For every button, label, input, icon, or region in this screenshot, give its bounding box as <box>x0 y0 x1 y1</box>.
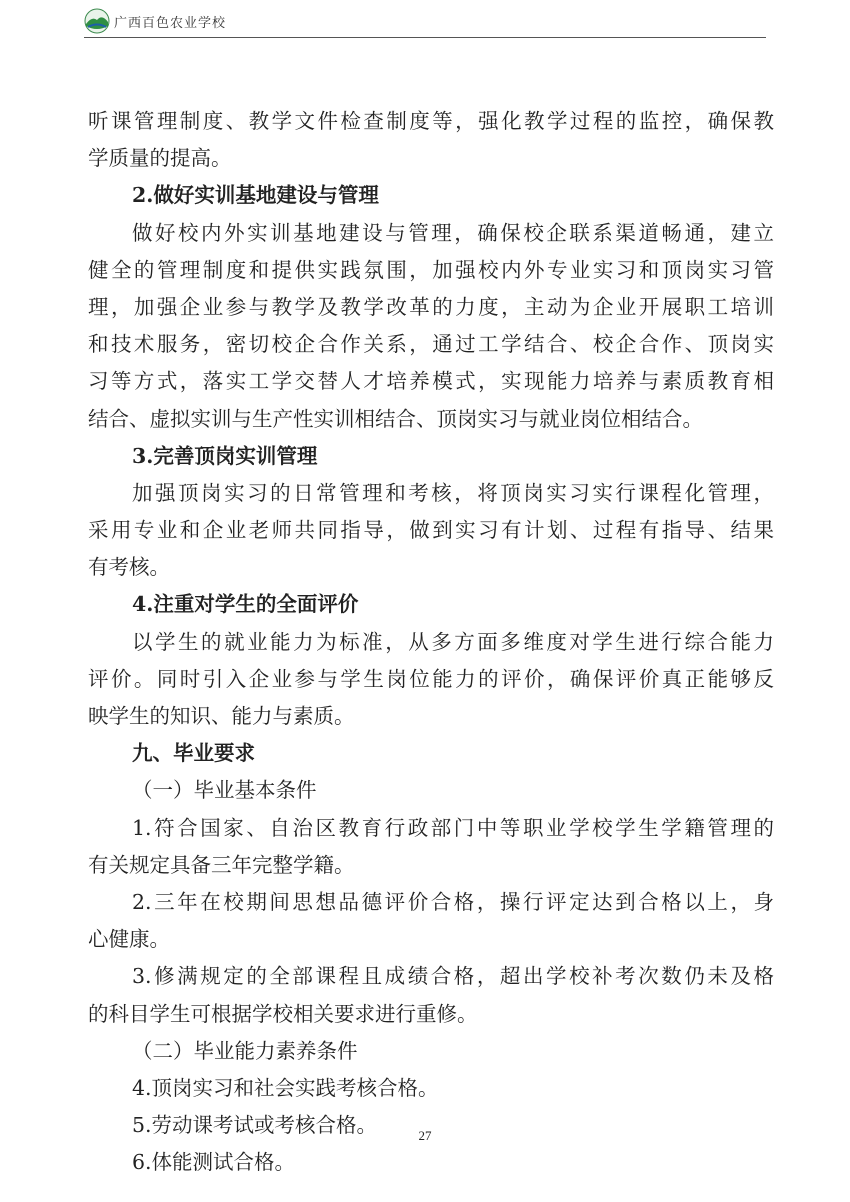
body-text-line: 学质量的提高。 <box>88 146 232 171</box>
body-text-line: 6.体能测试合格。 <box>132 1150 296 1175</box>
section-heading-line: 3.完善顶岗实训管理 <box>132 443 318 468</box>
body-text-line: 听课管理制度、教学文件检查制度等，强化教学过程的监控，确保教 <box>88 109 774 133</box>
body-text-line: 理，加强企业参与教学及教学改革的力度，主动为企业开展职工培训 <box>88 294 774 319</box>
section-heading-line: 2.做好实训基地建设与管理 <box>132 183 379 208</box>
school-logo-icon <box>84 8 110 34</box>
body-text-line: 3.修满规定的全部课程且成绩合格，超出学校补考次数仍未及格 <box>132 964 774 989</box>
body-text-line: 4.顶岗实习和社会实践考核合格。 <box>132 1075 439 1100</box>
body-text-line: 2.三年在校期间思想品德评价合格，操行评定达到合格以上，身 <box>132 889 774 914</box>
school-name: 广西百色农业学校 <box>114 15 227 31</box>
body-text-line: 健全的管理制度和提供实践氛围，加强校内外专业实习和顶岗实习管 <box>88 257 774 282</box>
body-text-line: 和技术服务，密切校企合作关系，通过工学结合、校企合作、顶岗实 <box>88 332 774 357</box>
section-heading-line: 九、毕业要求 <box>132 741 255 766</box>
body-text-line: 评价。同时引入企业参与学生岗位能力的评价，确保评价真正能够反 <box>88 666 774 691</box>
body-text-line: 做好校内外实训基地建设与管理，确保校企联系渠道畅通，建立 <box>132 220 774 245</box>
body-text-line: 5.劳动课考试或考核合格。 <box>132 1113 378 1138</box>
body-text-line: 采用专业和企业老师共同指导，做到实习有计划、过程有指导、结果 <box>88 518 774 543</box>
header-divider <box>84 37 766 38</box>
body-text-line: （一）毕业基本条件 <box>132 778 317 803</box>
body-text-line: 习等方式，落实工学交替人才培养模式，实现能力培养与素质教育相 <box>88 369 774 394</box>
body-text-line: 有考核。 <box>88 555 170 580</box>
page-header <box>84 6 226 36</box>
body-text-line: 结合、虚拟实训与生产性实训相结合、顶岗实习与就业岗位相结合。 <box>88 406 703 431</box>
body-text-line: 1.符合国家、自治区教育行政部门中等职业学校学生学籍管理的 <box>132 815 774 840</box>
section-heading-line: 4.注重对学生的全面评价 <box>132 592 359 617</box>
body-text-line: 以学生的就业能力为标准，从多方面多维度对学生进行综合能力 <box>132 629 774 654</box>
body-text-line: 的科目学生可根据学校相关要求进行重修。 <box>88 1001 478 1026</box>
body-text-line: 映学生的知识、能力与素质。 <box>88 704 355 728</box>
body-text-line: （二）毕业能力素养条件 <box>132 1038 358 1063</box>
body-text-line: 有关规定具备三年完整学籍。 <box>88 852 355 877</box>
body-text-line: 加强顶岗实习的日常管理和考核，将顶岗实习实行课程化管理， <box>132 480 774 505</box>
page-number: 27 <box>418 1128 432 1143</box>
page-body <box>88 103 774 1181</box>
body-text-line: 心健康。 <box>88 927 170 952</box>
